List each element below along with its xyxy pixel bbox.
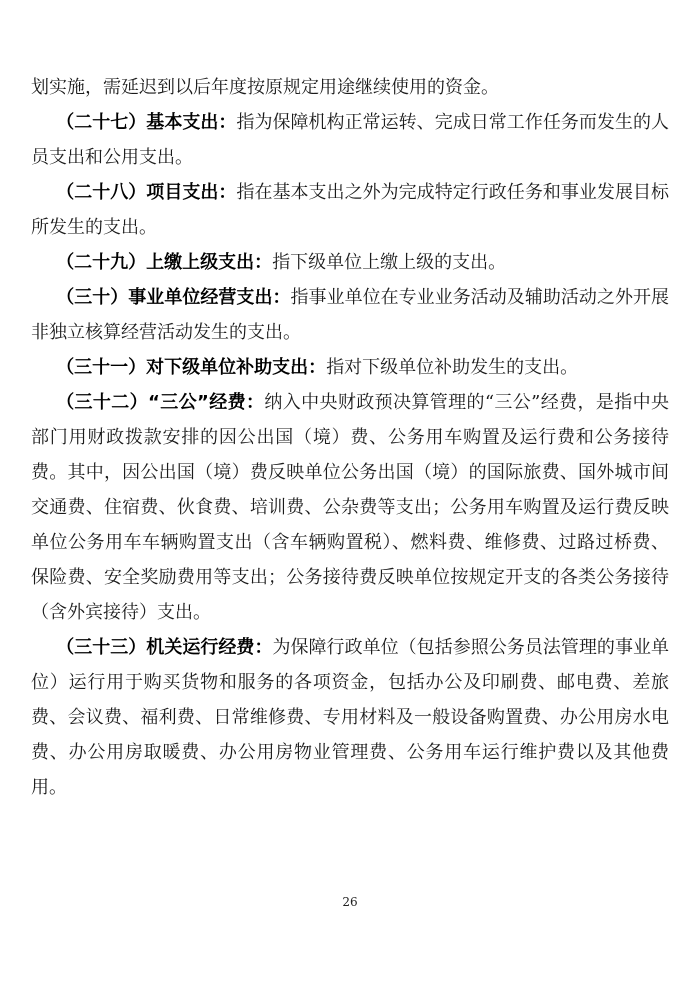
page-number: 26	[342, 895, 358, 909]
term-definition: 指事业单位在专业业务活动及辅助活动之外开展非独立核算经营活动发生的支出。	[31, 287, 670, 343]
paragraph	[31, 105, 669, 175]
page-footer	[0, 893, 700, 911]
paragraph	[31, 630, 669, 805]
term-label: （三十三）机关运行经费：	[56, 637, 273, 658]
paragraph	[31, 280, 669, 350]
term-label: （二十七）基本支出：	[56, 112, 237, 133]
term-definition: 纳入中央财政预决算管理的“三公”经费，是指中央部门用财政拨款安排的因公出国（境）费、公务用车购置及运行费和公务接待费。其中，因公出国（境）费反映单位公务出国（境）的国际旅费、国外城市间交通费、住宿费、伙食费、培训费、公杂费等支出；公务用车购置及运行费反映单位公务用车车辆购置支出（含车辆购置税）、燃料费、维修费、过路过桥费、保险费、安全奖励费用等支出；公务接待费反映单位按规定开支的各类公务接待（含外宾接待）支出。	[31, 392, 669, 623]
term-label: （二十九）上缴上级支出：	[56, 252, 273, 273]
term-definition: 指对下级单位补助发生的支出。	[326, 357, 579, 378]
term-definition: 划实施，需延迟到以后年度按原规定用途继续使用的资金。	[31, 77, 499, 98]
paragraph	[31, 70, 669, 105]
term-definition: 指下级单位上缴上级的支出。	[272, 252, 507, 273]
paragraph	[31, 350, 669, 385]
term-label: （二十八）项目支出：	[56, 182, 237, 203]
paragraph	[31, 175, 669, 245]
term-label: （三十）事业单位经营支出：	[56, 287, 291, 308]
term-label: （三十一）对下级单位补助支出：	[56, 357, 327, 378]
term-definition: 指为保障机构正常运转、完成日常工作任务而发生的人员支出和公用支出。	[31, 112, 670, 168]
term-label: （三十二）“三公”经费：	[56, 392, 265, 413]
body-text	[31, 70, 669, 805]
term-definition: 指在基本支出之外为完成特定行政任务和事业发展目标所发生的支出。	[31, 182, 670, 238]
paragraph	[31, 245, 669, 280]
paragraph	[31, 385, 669, 630]
term-definition: 为保障行政单位（包括参照公务员法管理的事业单位）运行用于购买货物和服务的各项资金，包括办公及印刷费、邮电费、差旅费、会议费、福利费、日常维修费、专用材料及一般设备购置费、办公用房水电费、办公用房取暖费、办公用房物业管理费、公务用车运行维护费以及其他费用。	[31, 637, 669, 798]
